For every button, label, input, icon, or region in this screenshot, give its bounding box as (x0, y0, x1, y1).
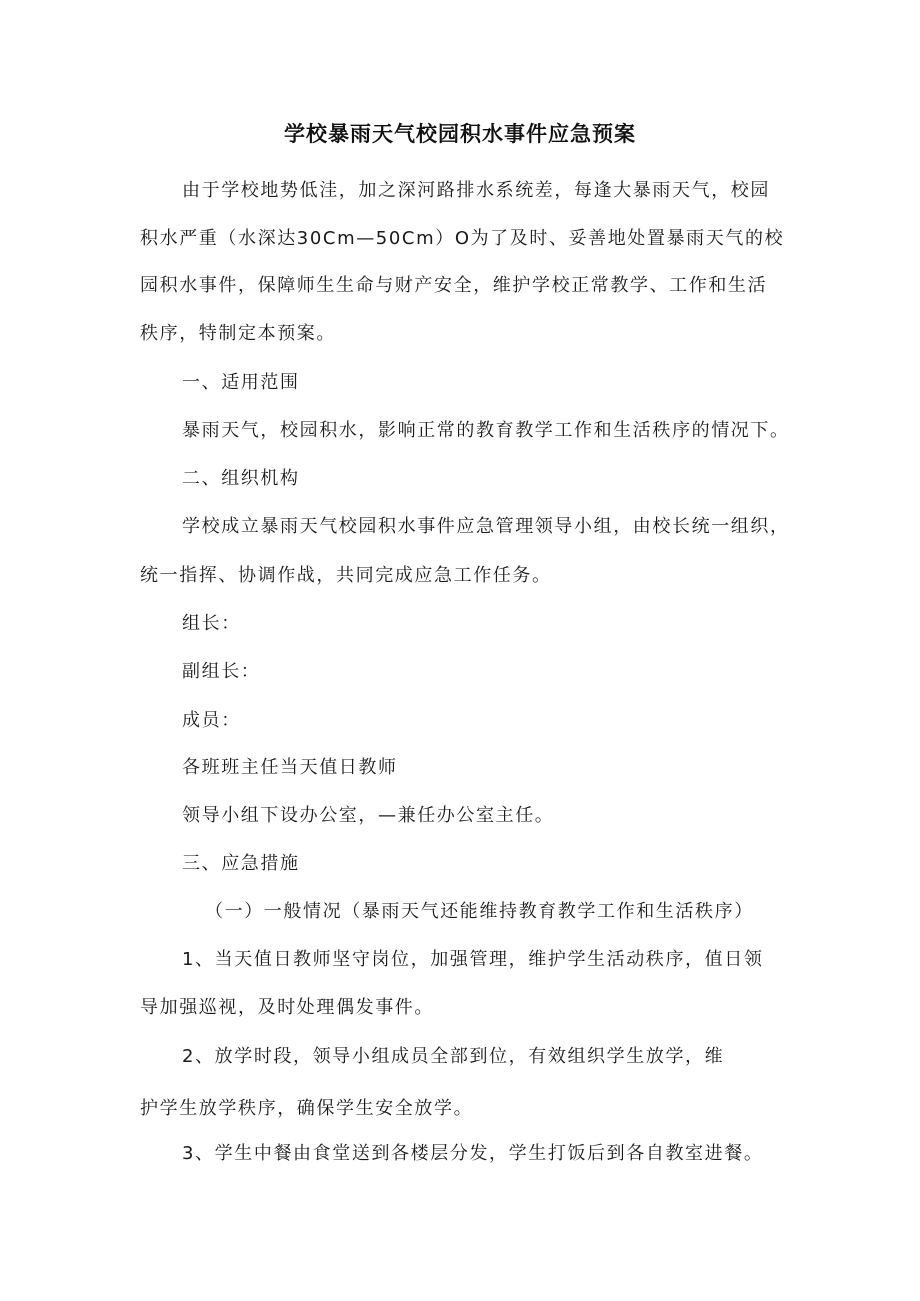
section-heading-organization: 二、组织机构 (182, 468, 300, 489)
label-deputy-leader: 副组长： (182, 661, 261, 682)
measure-2-line-2: 护学生放学秩序，确保学生安全放学。 (140, 1098, 474, 1119)
paragraph-intro-line-3: 园积水事件，保障师生生命与财产安全，维护学校正常教学、工作和生活 (140, 275, 768, 296)
label-leader: 组长： (182, 613, 241, 634)
measure-1-line-2: 导加强巡视，及时处理偶发事件。 (140, 997, 434, 1018)
paragraph-intro-line-1: 由于学校地势低洼，加之深河路排水系统差，每逢大暴雨天气，校园 (182, 180, 770, 201)
section-heading-measures: 三、应急措施 (182, 853, 300, 874)
paragraph-organization-line-2: 统一指挥、协调作战，共同完成应急工作任务。 (140, 565, 552, 586)
subsection-heading-general: （一）一般情况（暴雨天气还能维持教育教学工作和生活秩序） (205, 901, 754, 922)
document-title: 学校暴雨天气校园积水事件应急预案 (284, 122, 636, 146)
measure-2-line-1: 2、放学时段，领导小组成员全部到位，有效组织学生放学，维 (182, 1046, 725, 1067)
measure-3: 3、学生中餐由食堂送到各楼层分发，学生打饭后到各自教室进餐。 (182, 1143, 764, 1164)
paragraph-organization-line-1: 学校成立暴雨天气校园积水事件应急管理领导小组，由校长统一组织， (182, 516, 790, 537)
paragraph-scope: 暴雨天气，校园积水，影响正常的教育教学工作和生活秩序的情况下。 (182, 420, 790, 441)
label-members: 成员： (182, 710, 241, 731)
paragraph-intro-line-2: 积水严重（水深达30Cm—50Cm）O为了及时、妥善地处置暴雨天气的校 (140, 228, 785, 249)
measure-1-line-1: 1、当天值日教师坚守岗位，加强管理，维护学生活动秩序，值日领 (182, 949, 764, 970)
paragraph-intro-line-4: 秩序，特制定本预案。 (140, 323, 336, 344)
office-note: 领导小组下设办公室，—兼任办公室主任。 (182, 805, 555, 826)
members-list: 各班班主任当天值日教师 (182, 757, 398, 778)
section-heading-scope: 一、适用范围 (182, 372, 300, 393)
